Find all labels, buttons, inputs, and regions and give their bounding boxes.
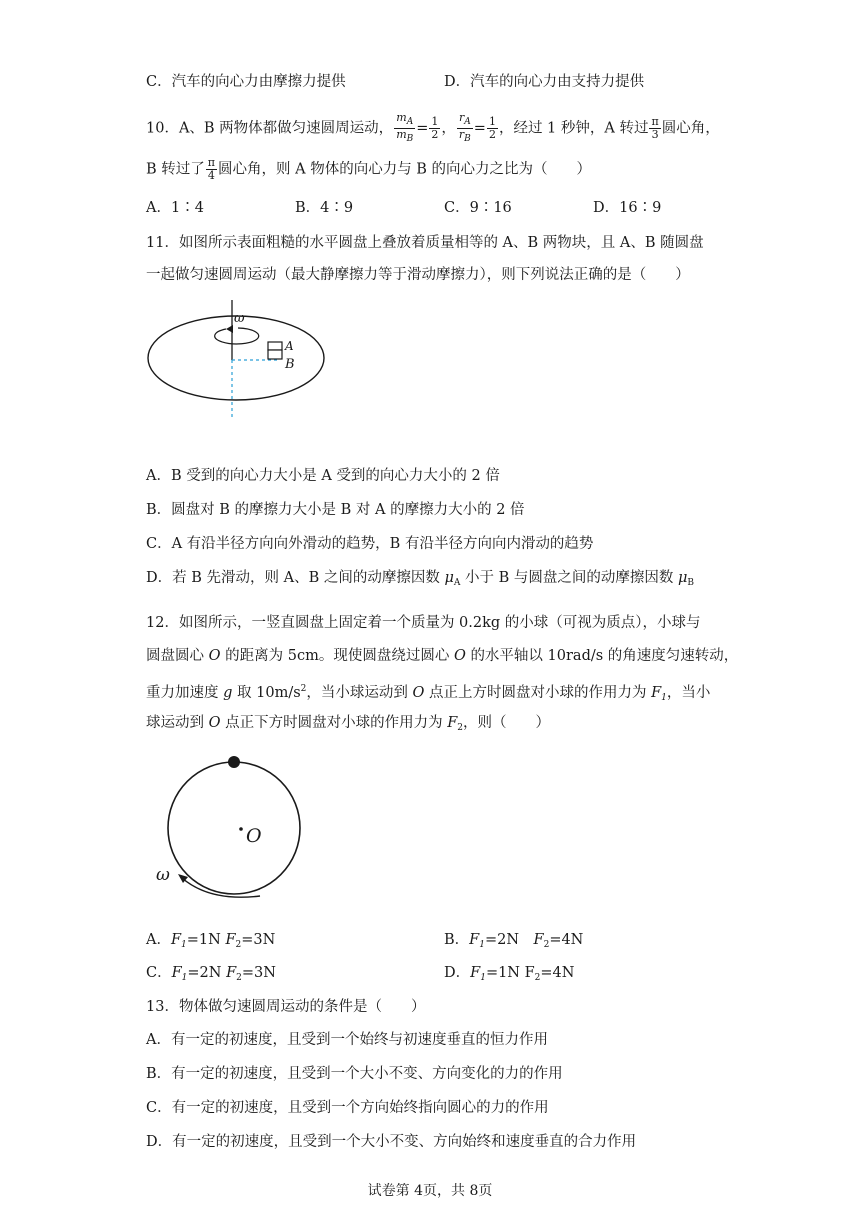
q9-option-d: D．汽车的向心力由支持力提供 bbox=[444, 74, 645, 90]
turntable-disc bbox=[148, 316, 324, 400]
q11-turntable-figure bbox=[140, 296, 340, 421]
q10-option-b: B．4∶9 bbox=[295, 200, 354, 216]
radius-ratio: $\frac{r_A}{r_B}$ bbox=[458, 111, 471, 144]
q13-option-b: B．有一定的初速度，且受到一个大小不变、方向变化的力的作用 bbox=[146, 1066, 563, 1082]
q10-stem-line1: 10．A、B 两物体都做匀速圆周运动， $\frac{m_A}{m_B}$ = $\frac{1}{2}$ ， $\frac{r_A}{r_B}$ = $\frac{1}{2}$ ，经过 1 秒钟，A 转过 $\frac{\pi}{3}$ 圆心角， bbox=[146, 111, 720, 144]
q12-option-d: D．$F_1=1N$ $F_2=4N$ bbox=[444, 965, 575, 983]
q10-option-c: C．9∶16 bbox=[444, 200, 512, 216]
q11-option-c: C．A 有沿半径方向向外滑动的趋势，B 有沿半径方向向内滑动的趋势 bbox=[146, 536, 594, 552]
vertical-disc bbox=[168, 762, 300, 894]
q12-stem-line2: 圆盘圆心 O 的距离为 5cm。现使圆盘绕过圆心 O 的水平轴以 10rad/s 的角速度匀速转动， bbox=[146, 648, 739, 664]
q11-option-d: D．若 B 先滑动，则 A、B 之间的动摩擦因数 $\mu_A$ 小于 B 与圆盘之间的动摩擦因数 $\mu_B$ bbox=[146, 570, 695, 588]
q12-vertical-disc-figure bbox=[150, 752, 330, 902]
center-label: O bbox=[246, 825, 262, 847]
center-dot bbox=[239, 827, 243, 831]
q10-option-d: D．16∶9 bbox=[593, 200, 662, 216]
q11-option-b: B．圆盘对 B 的摩擦力大小是 B 对 A 的摩擦力大小的 2 倍 bbox=[146, 502, 525, 518]
q13-option-d: D．有一定的初速度，且受到一个大小不变、方向始终和速度垂直的合力作用 bbox=[146, 1134, 637, 1150]
q12-stem-line4: 球运动到 O 点正下方时圆盘对小球的作用力为 $F_2$，则（ ） bbox=[146, 715, 551, 733]
q11-stem-line2: 一起做匀速圆周运动（最大静摩擦力等于滑动摩擦力），则下列说法正确的是（ ） bbox=[146, 267, 690, 283]
q9-option-c: C．汽车的向心力由摩擦力提供 bbox=[146, 74, 346, 90]
q10-option-a: A．1∶4 bbox=[146, 200, 204, 216]
q13-stem: 13．物体做匀速圆周运动的条件是（ ） bbox=[146, 999, 426, 1015]
ball bbox=[228, 756, 240, 768]
q13-option-a: A．有一定的初速度，且受到一个始终与初速度垂直的恒力作用 bbox=[146, 1032, 548, 1048]
omega-label: ω bbox=[234, 311, 245, 326]
rotation-arrow bbox=[215, 328, 259, 344]
label-b: B bbox=[285, 357, 295, 372]
omega-label: ω bbox=[156, 865, 170, 885]
q11-option-a: A．B 受到的向心力大小是 A 受到的向心力大小的 2 倍 bbox=[146, 468, 500, 484]
mass-ratio: $\frac{m_A}{m_B}$ bbox=[396, 111, 414, 144]
block-b bbox=[268, 350, 282, 359]
q12-stem-line3: 重力加速度 g 取 $10m/s^2$，当小球运动到 O 点正上方时圆盘对小球的作用力为 $F_1$，当小 bbox=[146, 684, 711, 703]
page-footer: 试卷第 4页，共 8页 bbox=[367, 1183, 493, 1199]
q12-option-a: A．$F_1=1N$ $F_2=3N$ bbox=[146, 932, 276, 950]
block-a bbox=[268, 342, 282, 350]
q11-stem-line1: 11．如图所示表面粗糙的水平圆盘上叠放着质量相等的 A、B 两物块，且 A、B 随圆盘 bbox=[146, 235, 704, 251]
q10-stem-line2: B 转过了 $\frac{\pi}{4}$ 圆心角，则 A 物体的向心力与 B 的向心力之比为（ ） bbox=[146, 156, 592, 182]
q12-stem-line1: 12．如图所示，一竖直圆盘上固定着一个质量为 0.2kg 的小球（可视为质点），小球与 bbox=[146, 615, 701, 631]
q13-option-c: C．有一定的初速度，且受到一个方向始终指向圆心的力的作用 bbox=[146, 1100, 549, 1116]
label-a: A bbox=[285, 339, 294, 353]
q12-option-c: C．$F_1=2N$ $F_2=3N$ bbox=[146, 965, 276, 983]
q12-option-b: B．$F_1=2N$ $F_2=4N$ bbox=[444, 932, 584, 950]
